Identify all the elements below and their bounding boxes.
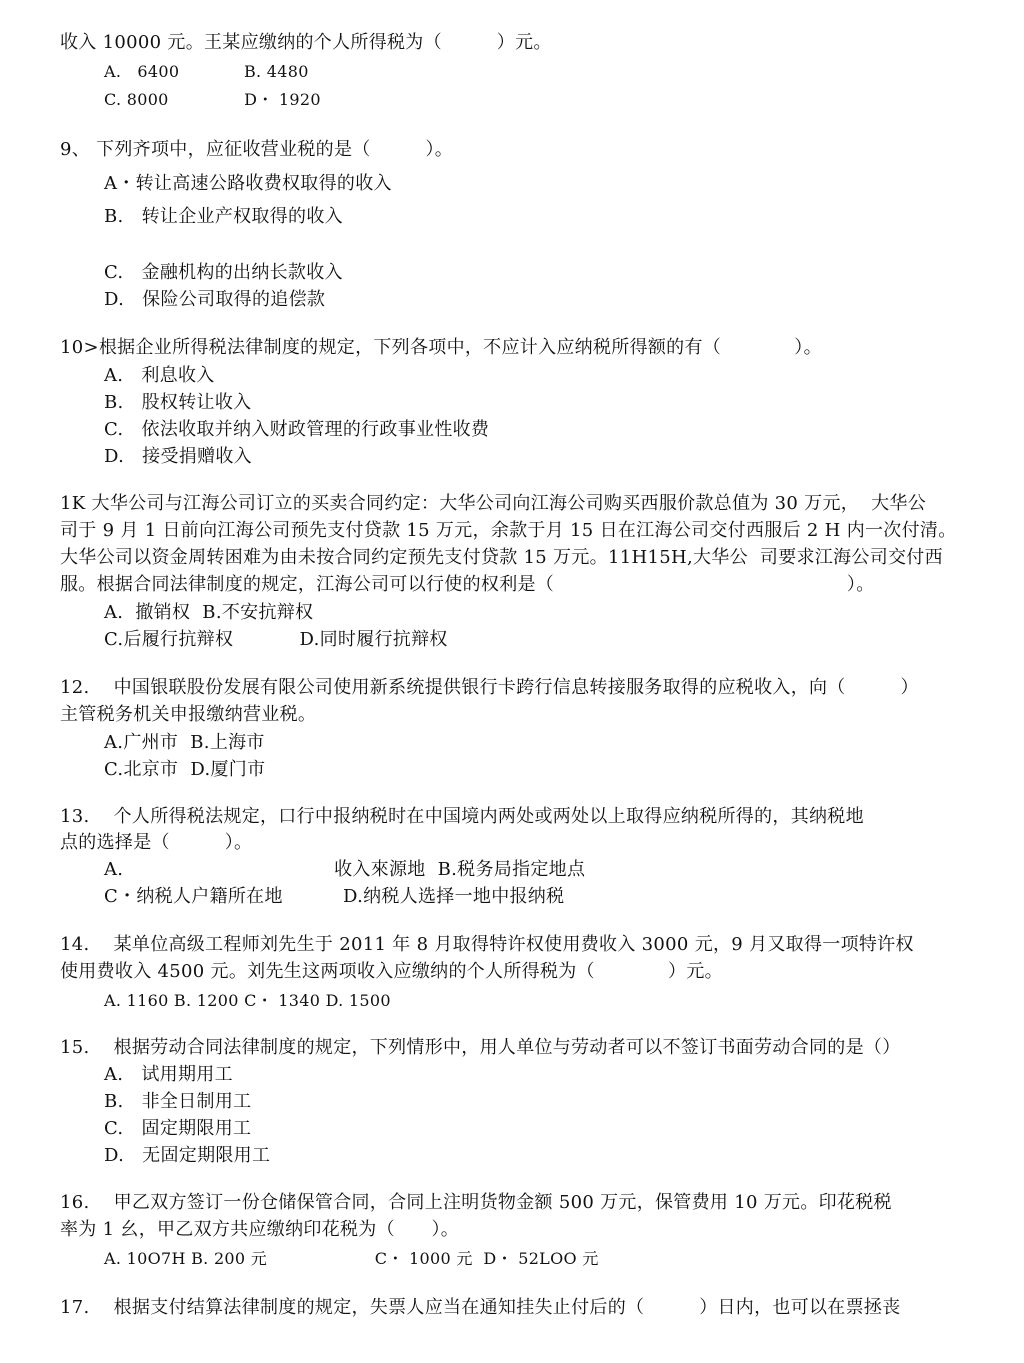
q10-option-b: B. 股权转让收入 [104, 392, 252, 413]
q12-options-cd: C.北京市 D.厦门市 [104, 759, 266, 780]
q15-option-d: D. 无固定期限用工 [104, 1145, 271, 1166]
q8-options-cd: C. 8000 D・ 1920 [104, 90, 321, 109]
q13-options-cd: C・纳税人户籍所在地 D.纳税人选择一地中报纳税 [104, 886, 565, 907]
q12-stem-line-1: 12. 中国银联股份发展有限公司使用新系统提供银行卡跨行信息转接服务取得的应税收入，向（ ） [60, 677, 919, 698]
q15-stem: 15. 根据劳动合同法律制度的规定，下列情形中，用人单位与劳动者可以不签订书面劳动合同的是（） [60, 1037, 901, 1058]
q9-stem: 9、 下列齐项中，应征收营业税的是（ ）。 [60, 139, 454, 160]
q9-option-b: B. 转让企业产权取得的收入 [104, 206, 343, 227]
q16-options: A. 10O7H B. 200 元 C・ 1000 元 D・ 52LOO 元 [104, 1249, 599, 1268]
q14-stem-line-2: 使用费收入 4500 元。刘先生这两项收入应缴纳的个人所得税为（ ）元。 [60, 961, 723, 982]
q13-stem-line-2: 点的选择是（ ）。 [60, 832, 253, 853]
q14-options: A. 1160 B. 1200 C・ 1340 D. 1500 [104, 991, 391, 1010]
q10-option-a: A. 利息收入 [104, 365, 215, 386]
q13-options-ab: A. 收入來源地 B.税务局指定地点 [104, 859, 586, 880]
q11-options-cd: C.后履行抗辩权 D.同时履行抗辩权 [104, 629, 448, 650]
q9-option-c: C. 金融机构的出纳长款收入 [104, 262, 343, 283]
q10-option-c: C. 依法收取并纳入财政管理的行政事业性收费 [104, 419, 490, 440]
q15-option-a: A. 试用期用工 [104, 1064, 233, 1085]
q15-option-c: C. 固定期限用工 [104, 1118, 252, 1139]
q17-stem-line-1: 17. 根据支付结算法律制度的规定，失票人应当在通知挂失止付后的（ ）日内，也可以在票拯丧 [60, 1297, 901, 1318]
q16-stem-line-1: 16. 甲乙双方签订一份仓储保管合同，合同上注明货物金额 500 万元，保管费用 10 万元。印花税税 [60, 1192, 892, 1213]
q8-options-ab: A. 6400 B. 4480 [104, 62, 309, 81]
q12-options-ab: A.广州市 B.上海市 [104, 732, 265, 753]
q16-stem-line-2: 率为 1 幺，甲乙双方共应缴纳印花税为（ ）。 [60, 1219, 460, 1240]
q12-stem-line-2: 主管税务机关申报缴纳营业税。 [60, 704, 317, 725]
q9-option-d: D. 保险公司取得的追偿款 [104, 289, 326, 310]
q11-stem-line-3: 大华公司以资金周转困难为由未按合同约定预先支付贷款 15 万元。11H15H,大华公 司要求江海公司交付西 [60, 547, 943, 568]
q11-stem-line-1: 1K 大华公司与江海公司订立的买卖合同约定：大华公司向江海公司购买西服价款总值为 30 万元， 大华公 [60, 493, 927, 514]
q8-stem-line: 收入 10000 元。王某应缴纳的个人所得税为（ ）元。 [60, 32, 552, 53]
q10-stem: 10>根据企业所得税法律制度的规定，下列各项中，不应计入应纳税所得额的有（ ）。 [60, 337, 822, 358]
q9-option-a: A・转让高速公路收费权取得的收入 [104, 173, 392, 194]
q11-stem-line-4: 服。根据合同法律制度的规定，江海公司可以行使的权利是（ ）。 [60, 574, 875, 595]
q14-stem-line-1: 14. 某单位高级工程师刘先生于 2011 年 8 月取得特许权使用费收入 3000 元，9 月又取得一项特许权 [60, 934, 914, 955]
q13-stem-line-1: 13. 个人所得税法规定，口行中报纳税时在中国境内两处或两处以上取得应纳税所得的，其纳税地 [60, 806, 864, 827]
q10-option-d: D. 接受捐赠收入 [104, 446, 252, 467]
q11-stem-line-2: 司于 9 月 1 日前向江海公司预先支付贷款 15 万元，余款于月 15 日在江海公司交付西服后 2 H 内一次付清。 [60, 520, 957, 541]
q11-options-ab: A. 撤销权 B.不安抗辩权 [104, 602, 314, 623]
q15-option-b: B. 非全日制用工 [104, 1091, 252, 1112]
